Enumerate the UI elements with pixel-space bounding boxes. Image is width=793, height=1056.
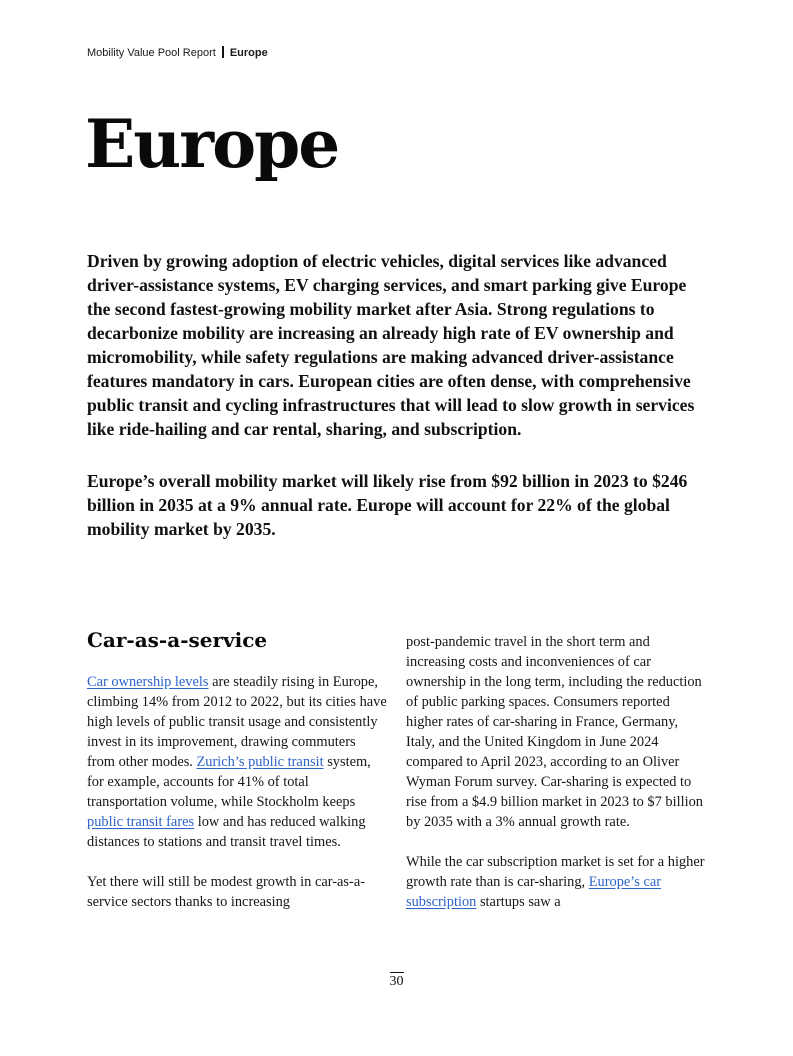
- intro-paragraph-1: Driven by growing adoption of electric vehicles, digital services like advanced driver-assistance systems, EV charging services, and smart parking give Europe the second fastest-growing mobility market after Asia. Strong regulations to decarbonize mobility are increasing an already high rate of EV ownership and micromobility, while safety regulations are making advanced driver-assistance features mandatory in cars. European cities are often dense, with comprehensive public transit and cycling infrastructures that will lead to slow growth in services like ride-hailing and car rental, sharing, and subscription.: [87, 251, 695, 439]
- header-region: Europe: [229, 47, 268, 59]
- body-text: are steadily rising in Europe, climbing 14% from 2012 to 2022, but its cities have high levels of public transit usage and consistently invest in its improvement, drawing commuters from other modes.: [87, 674, 387, 770]
- body-text: low and has reduced walking distances to stations and transit travel times.: [87, 814, 366, 850]
- running-header: [87, 46, 268, 59]
- report-title: Mobility Value Pool Report: [87, 47, 216, 59]
- public-transit-fares-link[interactable]: public transit fares: [87, 814, 195, 830]
- page-number: 30: [389, 974, 404, 989]
- zurich-public-transit-link[interactable]: Zurich’s public transit: [196, 754, 324, 770]
- car-ownership-levels-link[interactable]: Car ownership levels: [87, 674, 209, 690]
- car-as-a-service-paragraph-2: Yet there will still be modest growth in car-as-a-service sectors thanks to increasing: [87, 874, 366, 910]
- body-text: startups saw a: [476, 894, 561, 910]
- car-subscription-paragraph: [406, 852, 706, 912]
- car-sharing-paragraph: post-pandemic travel in the short term and increasing costs and inconveniences of car ownership in the long term, including the reduction of public parking spaces. Consumers reported higher rates of car-sharing in France, Germany, Italy, and the United Kingdom in June 2024 compared to April 2023, according to an Oliver Wyman Forum survey. Car-sharing is expected to rise from a $4.9 billion market in 2023 to $7 billion by 2035 with a 3% annual growth rate.: [406, 634, 703, 830]
- body-text: While the car subscription market is set for a higher growth rate than is car-sharing,: [406, 854, 705, 890]
- page-title: Europe: [85, 105, 339, 183]
- section-heading: Car-as-a-service: [87, 628, 268, 652]
- right-column: [406, 626, 706, 932]
- europe-car-subscription-link[interactable]: Europe’s car subscription: [406, 874, 662, 910]
- intro-paragraph-2: Europe’s overall mobility market will likely rise from $92 billion in 2023 to $246 billion in 2035 at a 9% annual rate. Europe will account for 22% of the global mobility market by 2035.: [87, 471, 688, 539]
- left-column: [87, 626, 387, 932]
- page-number-footer: [0, 972, 793, 990]
- car-as-a-service-paragraph-1: [87, 672, 387, 852]
- body-text: system, for example, accounts for 41% of total transportation volume, while Stockholm keeps: [87, 754, 371, 810]
- header-divider: [222, 46, 224, 58]
